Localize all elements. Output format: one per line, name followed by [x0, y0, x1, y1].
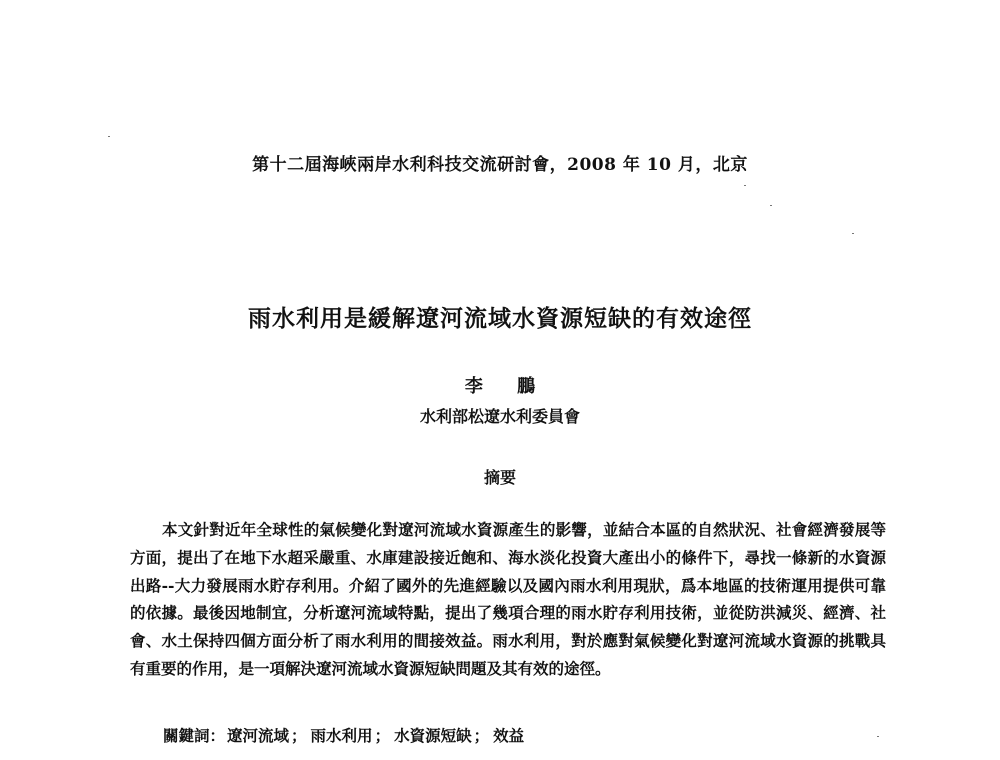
- scan-speck: [877, 736, 879, 737]
- scan-speck: [770, 205, 772, 206]
- paper-title: 雨水利用是緩解遼河流域水資源短缺的有效途徑: [248, 306, 752, 332]
- keyword-item: 水資源短缺: [394, 726, 472, 745]
- keyword-separator: ；: [473, 726, 490, 745]
- scan-speck: [108, 136, 110, 137]
- abstract-heading: 摘要: [483, 468, 516, 487]
- abstract-body: 本文針對近年全球性的氣候變化對遼河流域水資源產生的影響，並結合本區的自然狀況、社會經濟發展等方面，提出了在地下水超采嚴重、水庫建設接近飽和、海水淡化投資大產出小的條件下，尋找一條新的水資源出路--大力發展雨水貯存利用。介紹了國外的先進經驗以及國內雨水利用現狀，爲本地區的技術運用提供可靠的依據。最後因地制宜，分析遼河流域特點，提出了幾項合理的雨水貯存利用技術，並從防洪減災、經濟、社會、水土保持四個方面分析了雨水利用的間接效益。雨水利用，對於應對氣候變化對遼河流域水資源的挑戰具有重要的作用，是一項解決遼河流域水資源短缺問題及其有效的途徑。: [130, 520, 886, 678]
- scan-speck: [852, 233, 854, 234]
- keywords-label: 關鍵詞：: [163, 726, 226, 745]
- scan-speck: [744, 185, 746, 186]
- keyword-item: 效益: [493, 726, 525, 745]
- keywords-line: [163, 724, 526, 746]
- keyword-separator: ；: [374, 726, 391, 745]
- keyword-item: 遼河流域: [227, 726, 290, 745]
- keyword-item: 雨水利用: [310, 726, 373, 745]
- conference-header: 第十二屆海峽兩岸水利科技交流研討會，2008 年 10 月，北京: [252, 155, 748, 175]
- author-affiliation: 水利部松遼水利委員會: [419, 407, 580, 426]
- keyword-separator: ；: [291, 726, 307, 745]
- author-name: 李 鵬: [464, 376, 550, 397]
